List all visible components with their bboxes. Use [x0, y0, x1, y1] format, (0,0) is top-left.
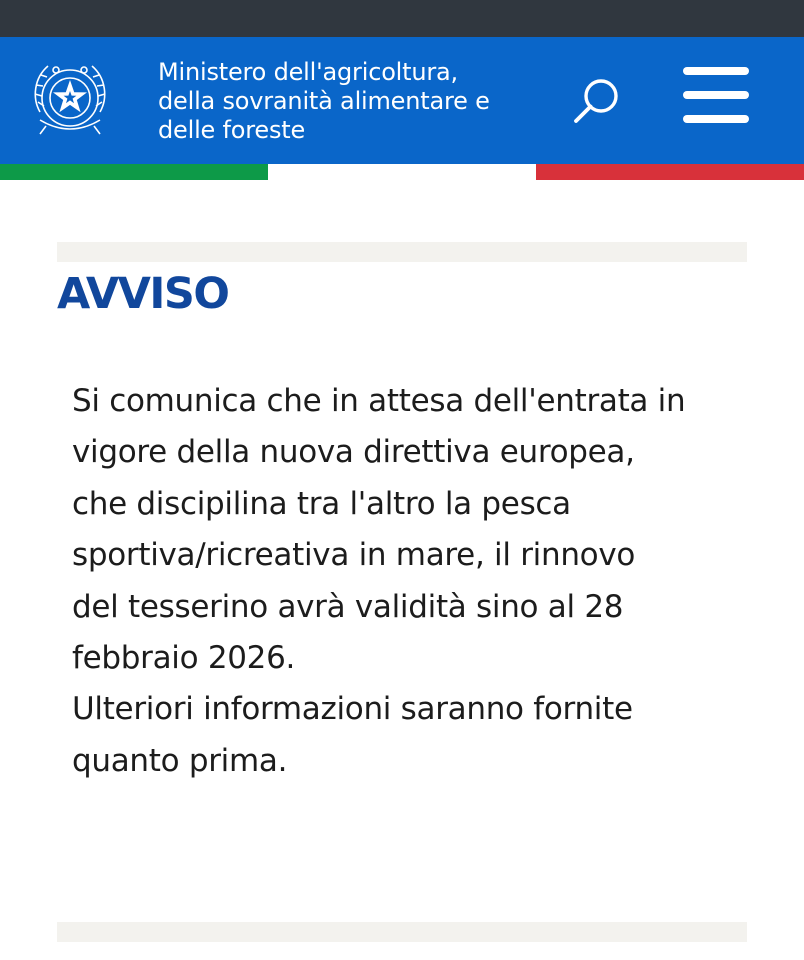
notice-title: AVVISO — [57, 269, 229, 319]
notice-line: vigore della nuova direttiva europea, — [72, 434, 635, 471]
ministry-name-line-1: Ministero dell'agricoltura, — [158, 58, 458, 86]
notice-line: che discipilina tra l'altro la pesca — [72, 485, 571, 522]
section-divider — [57, 242, 747, 262]
notice-line: del tesserino avrà validità sino al 28 — [72, 588, 624, 625]
italian-flag-stripe — [0, 164, 804, 180]
flag-green-band — [0, 164, 268, 180]
menu-icon-bar — [683, 67, 749, 75]
notice-line: quanto prima. — [72, 742, 288, 779]
search-button[interactable] — [570, 75, 626, 127]
menu-button[interactable] — [680, 65, 752, 125]
ministry-name-line-3: delle foreste — [158, 116, 306, 144]
notice-line: Ulteriori informazioni saranno fornite — [72, 691, 633, 728]
italian-republic-emblem-icon[interactable] — [26, 54, 114, 148]
menu-icon-bar — [683, 91, 749, 99]
notice-line: Si comunica che in attesa dell'entrata in — [72, 383, 686, 419]
browser-top-bar — [0, 0, 804, 37]
search-icon — [570, 75, 626, 127]
notice-line: sportiva/ricreativa in mare, il rinnovo — [72, 537, 636, 574]
ministry-name[interactable] — [158, 58, 548, 145]
site-header — [0, 37, 804, 164]
section-divider — [57, 922, 747, 942]
flag-red-band — [536, 164, 804, 180]
menu-icon-bar — [683, 115, 749, 123]
notice-line: febbraio 2026. — [72, 640, 296, 677]
ministry-name-line-2: della sovranità alimentare e — [158, 87, 490, 115]
flag-white-band — [268, 164, 536, 180]
notice-body — [72, 376, 772, 787]
